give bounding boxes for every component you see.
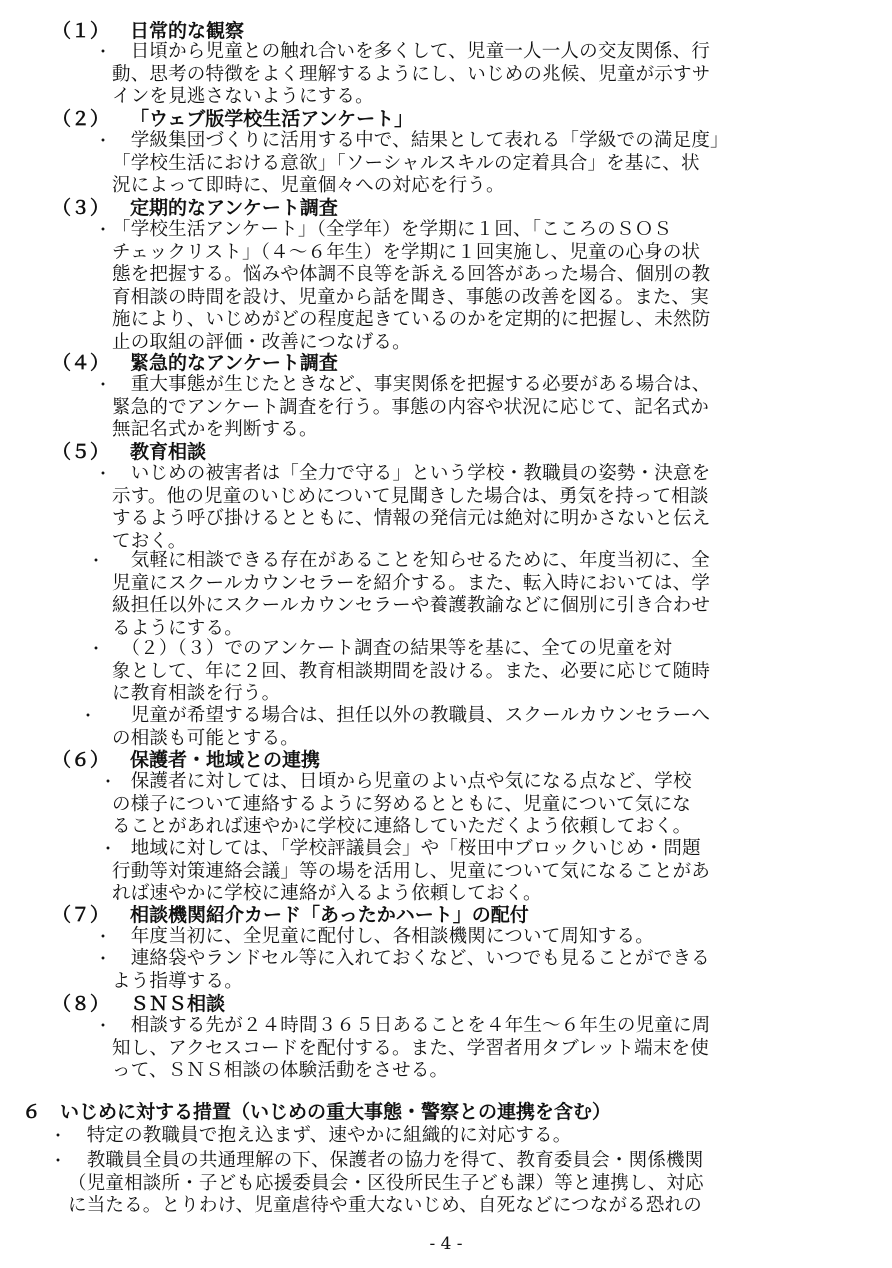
body-text-line: インを見逃さないようにする。: [112, 86, 374, 107]
bullet-marker: ・: [88, 551, 105, 570]
body-text-line: 日頃から児童との触れ合いを多くして、児童一人一人の交友関係、行: [112, 41, 711, 62]
body-text-line: 行動等対策連絡会議」等の場を活用し、児童について気になることがあ: [112, 860, 711, 882]
body-text-line: 児童が希望する場合は、担任以外の教職員、スクールカウンセラーへ: [112, 705, 711, 726]
body-text-line: 地域に対しては、「学校評議員会」や「桜田中ブロックいじめ・問題: [112, 838, 701, 859]
bullet-marker: ・: [50, 1151, 67, 1170]
body-text-line: 知し、アクセスコードを配付する。また、学習者用タブレット端末を使: [112, 1037, 709, 1059]
heading-number: （６）: [52, 749, 110, 771]
body-text-line: 態を把握する。悩みや体調不良等を訴える回答があった場合、個別の教: [112, 264, 711, 285]
body-text-line: 育相談の時間を設け、児童から話を聞き、事態の改善を図る。また、実: [112, 286, 709, 308]
bullet-marker: ・: [100, 839, 117, 858]
body-text-line: に教育相談を行う。: [112, 683, 281, 704]
body-text-line: 施により、いじめがどの程度起きているのかを定期的に把握し、未然防: [112, 309, 711, 330]
bullet-marker: ・: [95, 927, 112, 946]
body-text-line: 特定の教職員で抱え込まず、速やかに組織的に対応する。: [68, 1125, 572, 1146]
section-heading: [52, 993, 225, 1015]
bullet-marker: ・: [100, 772, 117, 791]
section-heading: [52, 108, 413, 130]
body-text-line: 「学校生活における意欲」「ソーシャルスキルの定着具合」を基に、状: [112, 152, 700, 174]
heading-title: 日常的な観察: [130, 20, 245, 42]
body-text-line: 動、思考の特徴をよく理解するようにし、いじめの兆候、児童が示すサ: [112, 63, 711, 85]
body-text-line: 学級集団づくりに活用する中で、結果として表れる「学級での満足度」: [112, 130, 729, 151]
heading-title: ＳＮＳ相談: [130, 993, 226, 1015]
body-text-line: の相談も可能とする。: [112, 727, 300, 749]
page-number: - 4 -: [429, 1234, 463, 1254]
body-text-line: （２）（３）でのアンケート調査の結果等を基に、全ての児童を対: [112, 638, 673, 659]
heading-number: （８）: [52, 993, 110, 1015]
heading-title: 「ウェブ版学校生活アンケート」: [130, 108, 414, 130]
body-text-line: するよう呼び掛けるとともに、情報の発信元は絶対に明かさないと伝え: [112, 508, 711, 529]
body-text-line: れば速やかに学校に連絡が入るよう依頼しておく。: [112, 883, 542, 904]
body-text-line: よう指導する。: [112, 970, 243, 992]
heading-number: （４）: [52, 352, 110, 374]
body-text-line: チェックリスト」（４～６年生）を学期に１回実施し、児童の心身の状: [112, 241, 701, 263]
body-text-line: 象として、年に２回、教育相談期間を設ける。また、必要に応じて随時: [112, 660, 711, 682]
section-heading: [52, 904, 529, 926]
heading-number: （３）: [52, 197, 110, 219]
body-text-line: いじめの被害者は「全力で守る」という学校・教職員の姿勢・決意を: [112, 463, 711, 484]
bullet-marker: ・: [95, 949, 112, 968]
bullet-marker: ・: [50, 1126, 67, 1145]
section-heading: [52, 197, 338, 219]
heading-number: （７）: [52, 904, 110, 926]
body-text-line: 無記名式かを判断する。: [112, 419, 318, 440]
body-text-line: 止の取組の評価・改善につなげる。: [112, 331, 411, 353]
body-text-line: 示す。他の児童のいじめについて見聞きした場合は、勇気を持って相談: [112, 485, 709, 507]
heading-title: 定期的なアンケート調査: [130, 197, 338, 219]
bullet-marker: ・: [80, 706, 97, 725]
bullet-marker: ・: [95, 1016, 112, 1035]
heading-title: 教育相談: [130, 441, 207, 463]
section-heading: [52, 20, 244, 42]
body-text-line: るようにする。: [112, 617, 243, 639]
body-text-line: （児童相談所・子ども応援委員会・区役所民生子ども課）等と連携し、対応: [68, 1172, 704, 1194]
heading-title: 保護者・地域との連携: [130, 749, 321, 771]
bullet-marker: ・: [95, 464, 112, 483]
body-text-line: ることがあれば速やかに学校に連絡していただくよう依頼しておく。: [112, 816, 692, 837]
bullet-marker: ・: [95, 375, 112, 394]
section-6-heading: ６ いじめに対する措置（いじめの重大事態・警察との連携を含む）: [22, 1101, 612, 1123]
bullet-marker: ・: [95, 131, 112, 150]
heading-title: 相談機関紹介カード「あったかハート」の配付: [130, 904, 529, 926]
body-text-line: 緊急的でアンケート調査を行う。事態の内容や状況に応じて、記名式か: [112, 396, 709, 418]
heading-title: 緊急的なアンケート調査: [130, 352, 338, 374]
section-heading: [52, 749, 320, 771]
body-text-line: 連絡袋やランドセル等に入れておくなど、いつでも見ることができる: [112, 948, 710, 969]
body-text-line: 気軽に相談できる存在があることを知らせるために、年度当初に、全: [112, 550, 710, 571]
body-text-line: 相談する先が２４時間３６５日あることを４年生～６年生の児童に周: [112, 1015, 711, 1036]
body-text-line: 年度当初に、全児童に配付し、各相談機関について周知する。: [112, 926, 654, 947]
bullet-marker: ・: [95, 220, 112, 239]
body-text-line: 保護者に対しては、日頃から児童のよい点や気になる点など、学校: [112, 771, 692, 792]
bullet-marker: ・: [88, 639, 105, 658]
body-text-line: 重大事態が生じたときなど、事実関係を把握する必要がある場合は、: [112, 374, 711, 395]
heading-number: （２）: [52, 108, 110, 130]
body-text-line: ておく。: [112, 530, 187, 552]
body-text-line: って、ＳＮＳ相談の体験活動をさせる。: [112, 1060, 449, 1081]
heading-number: （５）: [52, 441, 110, 463]
body-text-line: に当たる。とりわけ、児童虐待や重大ないじめ、自死などにつながる恐れの: [68, 1195, 702, 1216]
bullet-marker: ・: [95, 42, 112, 61]
body-text-line: 「学校生活アンケート」（全学年）を学期に１回、「こころのＳＯＳ: [112, 219, 673, 240]
section-heading: [52, 352, 338, 374]
section-heading: [52, 441, 206, 463]
heading-number: （１）: [52, 20, 110, 42]
body-text-line: 児童にスクールカウンセラーを紹介する。また、転入時においては、学: [112, 572, 711, 594]
body-text-line: 級担任以外にスクールカウンセラーや養護教諭などに個別に引き合わせ: [112, 595, 711, 616]
body-text-line: の様子について連絡するように努めるとともに、児童について気にな: [112, 793, 691, 815]
body-text-line: 教職員全員の共通理解の下、保護者の協力を得て、教育委員会・関係機関: [68, 1150, 704, 1171]
body-text-line: 況によって即時に、児童個々への対応を行う。: [112, 175, 505, 196]
